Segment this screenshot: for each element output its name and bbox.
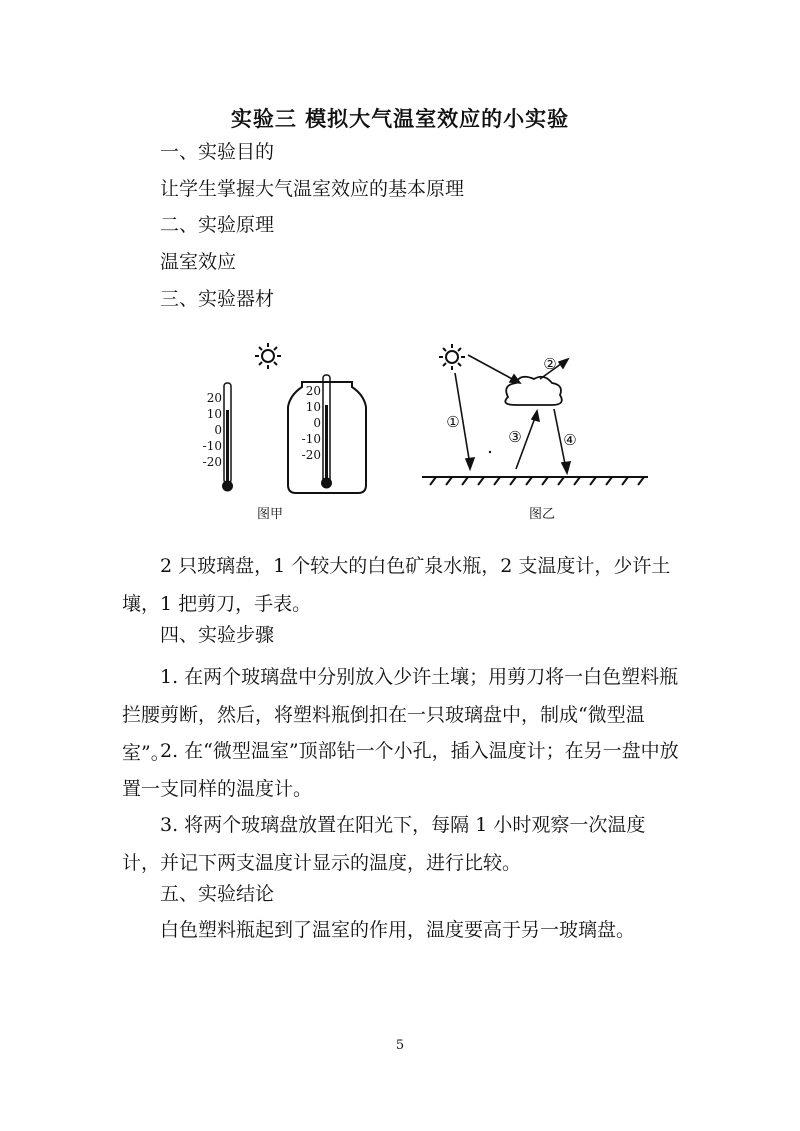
section-heading-purpose: 一、实验目的 xyxy=(160,141,275,163)
caption-figure-b: 图乙 xyxy=(528,507,556,522)
tick-label: 10 xyxy=(305,400,321,414)
arrow-label-4: ④ xyxy=(563,431,577,449)
step-2-text: 2. 在“微型温室”顶部钻一个小孔，插入温度计；在另一盘中放置一支同样的温度计。 xyxy=(122,740,679,800)
purpose-text: 让学生掌握大气温室效应的基本原理 xyxy=(160,178,465,200)
thermometer-in-bottle xyxy=(322,375,332,488)
page-title: 实验三 模拟大气温室效应的小实验 xyxy=(230,107,570,131)
page-number: 5 xyxy=(395,1038,405,1053)
tick-label: 0 xyxy=(313,416,321,430)
arrow-label-1: ① xyxy=(446,413,460,431)
section-heading-conclusion: 五、实验结论 xyxy=(160,883,275,905)
principle-text: 温室效应 xyxy=(160,251,237,273)
arrow-label-3: ③ xyxy=(508,428,522,446)
tick-label: -10 xyxy=(202,439,222,453)
section-heading-steps: 四、实验步骤 xyxy=(160,624,275,646)
thermometer-left xyxy=(223,383,233,491)
step-3-paragraph xyxy=(122,806,682,882)
step-1-text: 1. 在两个玻璃盘中分别放入少许土壤；用剪刀将一白色塑料瓶拦腰剪断，然后，将塑料瓶倒扣在一只玻璃盘中，制成“微型温室”。 xyxy=(122,666,679,764)
step-3-text: 3. 将两个玻璃盘放置在阳光下，每隔 1 小时观察一次温度计，并记下两支温度计显示的温度，进行比较。 xyxy=(122,814,646,874)
experiment-figure xyxy=(190,335,650,530)
section-heading-materials: 三、实验器材 xyxy=(160,288,275,310)
materials-text: 2 只玻璃盘，1 个较大的白色矿泉水瓶，2 支温度计，少许土壤，1 把剪刀，手表。 xyxy=(122,555,671,615)
tick-label: 20 xyxy=(305,384,321,398)
tick-label: -20 xyxy=(202,455,222,469)
materials-paragraph xyxy=(122,547,682,623)
section-heading-principle: 二、实验原理 xyxy=(160,214,275,236)
tick-label: 20 xyxy=(206,391,222,405)
tick-label: 0 xyxy=(214,423,222,437)
caption-figure-a: 图甲 xyxy=(256,507,284,522)
tick-label: -10 xyxy=(301,432,321,446)
sun-icon xyxy=(255,343,281,369)
conclusion-text: 白色塑料瓶起到了温室的作用，温度要高于另一玻璃盘。 xyxy=(160,919,636,941)
ground xyxy=(422,477,648,485)
tick-label: -20 xyxy=(301,448,321,462)
step-2-paragraph xyxy=(122,732,682,808)
tick-label: 10 xyxy=(206,407,222,421)
sun-icon xyxy=(439,344,465,370)
arrow-label-2: ② xyxy=(543,355,557,373)
